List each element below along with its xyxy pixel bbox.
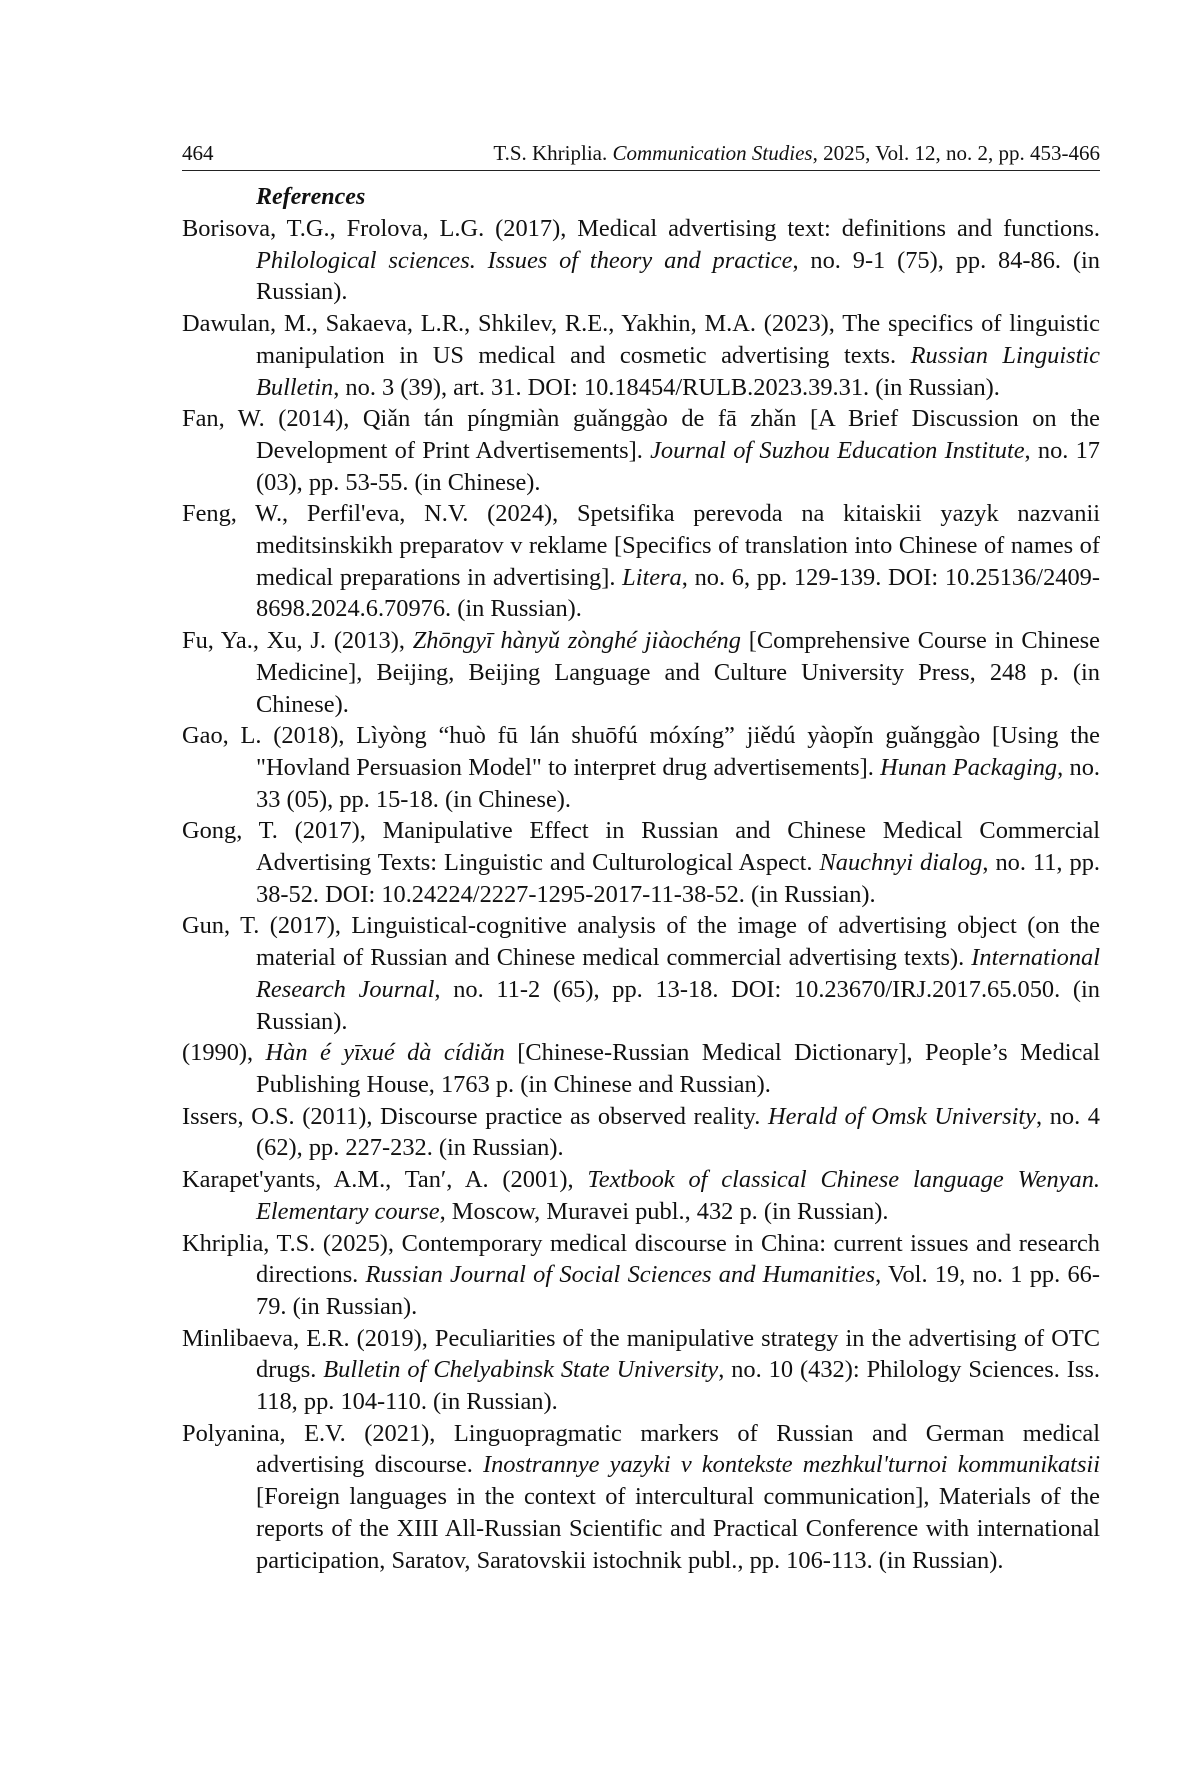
reference-item: (1990), Hàn é yīxué dà cídiǎn [Chinese-Russian Medical Dictionary], People’s Medical Publishing House, 1763 p. (in Chinese and Russian). xyxy=(182,1039,1100,1098)
reference-item: Fan, W. (2014), Qiǎn tán píngmiàn guǎnggào de fā zhǎn [A Brief Discussion on the Development of Print Advertisements]. Journal of Suzhou Education Institute, no. 17 (03), pp. 53-55. (in Chinese). xyxy=(182,405,1101,496)
header-issue: , 2025, Vol. 12, no. 2, pp. 453-466 xyxy=(812,141,1100,165)
reference-item: Khriplia, T.S. (2025), Contemporary medical discourse in China: current issues and research directions. Russian Journal of Social Sciences and Humanities, Vol. 19, no. 1 pp. 66-79. (in Russian). xyxy=(182,1229,1100,1320)
page-number: 464 xyxy=(182,141,214,165)
reference-item: Dawulan, M., Sakaeva, L.R., Shkilev, R.E., Yakhin, M.A. (2023), The specifics of linguistic manipulation in US medical and cosmetic advertising texts. Russian Linguistic Bulletin, no. 3 (39), art. 31. DOI: 10.18454/RULB.2023.39.31. (in Russian). xyxy=(182,310,1100,401)
references-heading: References xyxy=(256,184,366,210)
page xyxy=(182,141,1100,1576)
reference-item: Karapet'yants, A.M., Tan′, A. (2001), Textbook of classical Chinese language Wenyan. Elementary course, Moscow, Muravei publ., 432 p. (in Russian). xyxy=(182,1166,1100,1225)
reference-item: Gong, T. (2017), Manipulative Effect in Russian and Chinese Medical Commercial Advertising Texts: Linguistic and Culturological Aspect. Nauchnyi dialog, no. 11, pp. 38-52. DOI: 10.24224/2227-1295-2017-11-38-52. (in Russian). xyxy=(182,817,1101,908)
running-header xyxy=(182,141,1100,171)
reference-item: Gun, T. (2017), Linguistical-cognitive analysis of the image of advertising object (on the material of Russian and Chinese medical commercial advertising texts). International Research Journal, no. 11-2 (65), pp. 13-18. DOI: 10.23670/IRJ.2017.65.050. (in Russian). xyxy=(182,912,1100,1035)
reference-item: Gao, L. (2018), Lìyòng “huò fū lán shuōfú móxíng” jiědú yàopǐn guǎnggào [Using the "Hovland Persuasion Model" to interpret drug advertisements]. Hunan Packaging, no. 33 (05), pp. 15-18. (in Chinese). xyxy=(182,722,1101,813)
reference-item: Minlibaeva, E.R. (2019), Peculiarities of the manipulative strategy in the advertising of OTC drugs. Bulletin of Chelyabinsk State University, no. 10 (432): Philology Sciences. Iss. 118, pp. 104-110. (in Russian). xyxy=(182,1324,1100,1416)
reference-item: Polyanina, E.V. (2021), Linguopragmatic markers of Russian and German medical advertising discourse. Inostrannye yazyki v kontekste mezhkul'turnoi kommunikatsii [Foreign languages in the context of intercultural communication], Materials of the reports of the XIII All-Russian Scientific and Practical Conference with international participation, Saratov, Saratovskii istochnik publ., pp. 106-113. (in Russian). xyxy=(182,1419,1100,1574)
header-journal: Communication Studies xyxy=(612,141,813,165)
reference-item: Borisova, T.G., Frolova, L.G. (2017), Medical advertising text: definitions and functions. Philological sciences. Issues of theory and practice, no. 9-1 (75), pp. 84-86. (in Russian). xyxy=(182,215,1100,306)
header-author: T.S. Khriplia. xyxy=(493,141,608,165)
reference-item: Fu, Ya., Xu, J. (2013), Zhōngyī hànyǔ zònghé jiàochéng [Comprehensive Course in Chinese Medicine], Beijing, Beijing Language and Culture University Press, 248 p. (in Chinese). xyxy=(182,627,1100,718)
reference-item: Feng, W., Perfil'eva, N.V. (2024), Spetsifika perevoda na kitaiskii yazyk nazvanii meditsinskikh preparatov v reklame [Specifics of translation into Chinese of names of medical preparations in advertising]. Litera, no. 6, pp. 129-139. DOI: 10.25136/2409-8698.2024.6.70976. (in Russian). xyxy=(182,500,1100,623)
reference-list xyxy=(182,213,1100,1576)
reference-item: Issers, O.S. (2011), Discourse practice as observed reality. Herald of Omsk University, no. 4 (62), pp. 227-232. (in Russian). xyxy=(182,1102,1100,1162)
running-title xyxy=(493,141,1100,166)
